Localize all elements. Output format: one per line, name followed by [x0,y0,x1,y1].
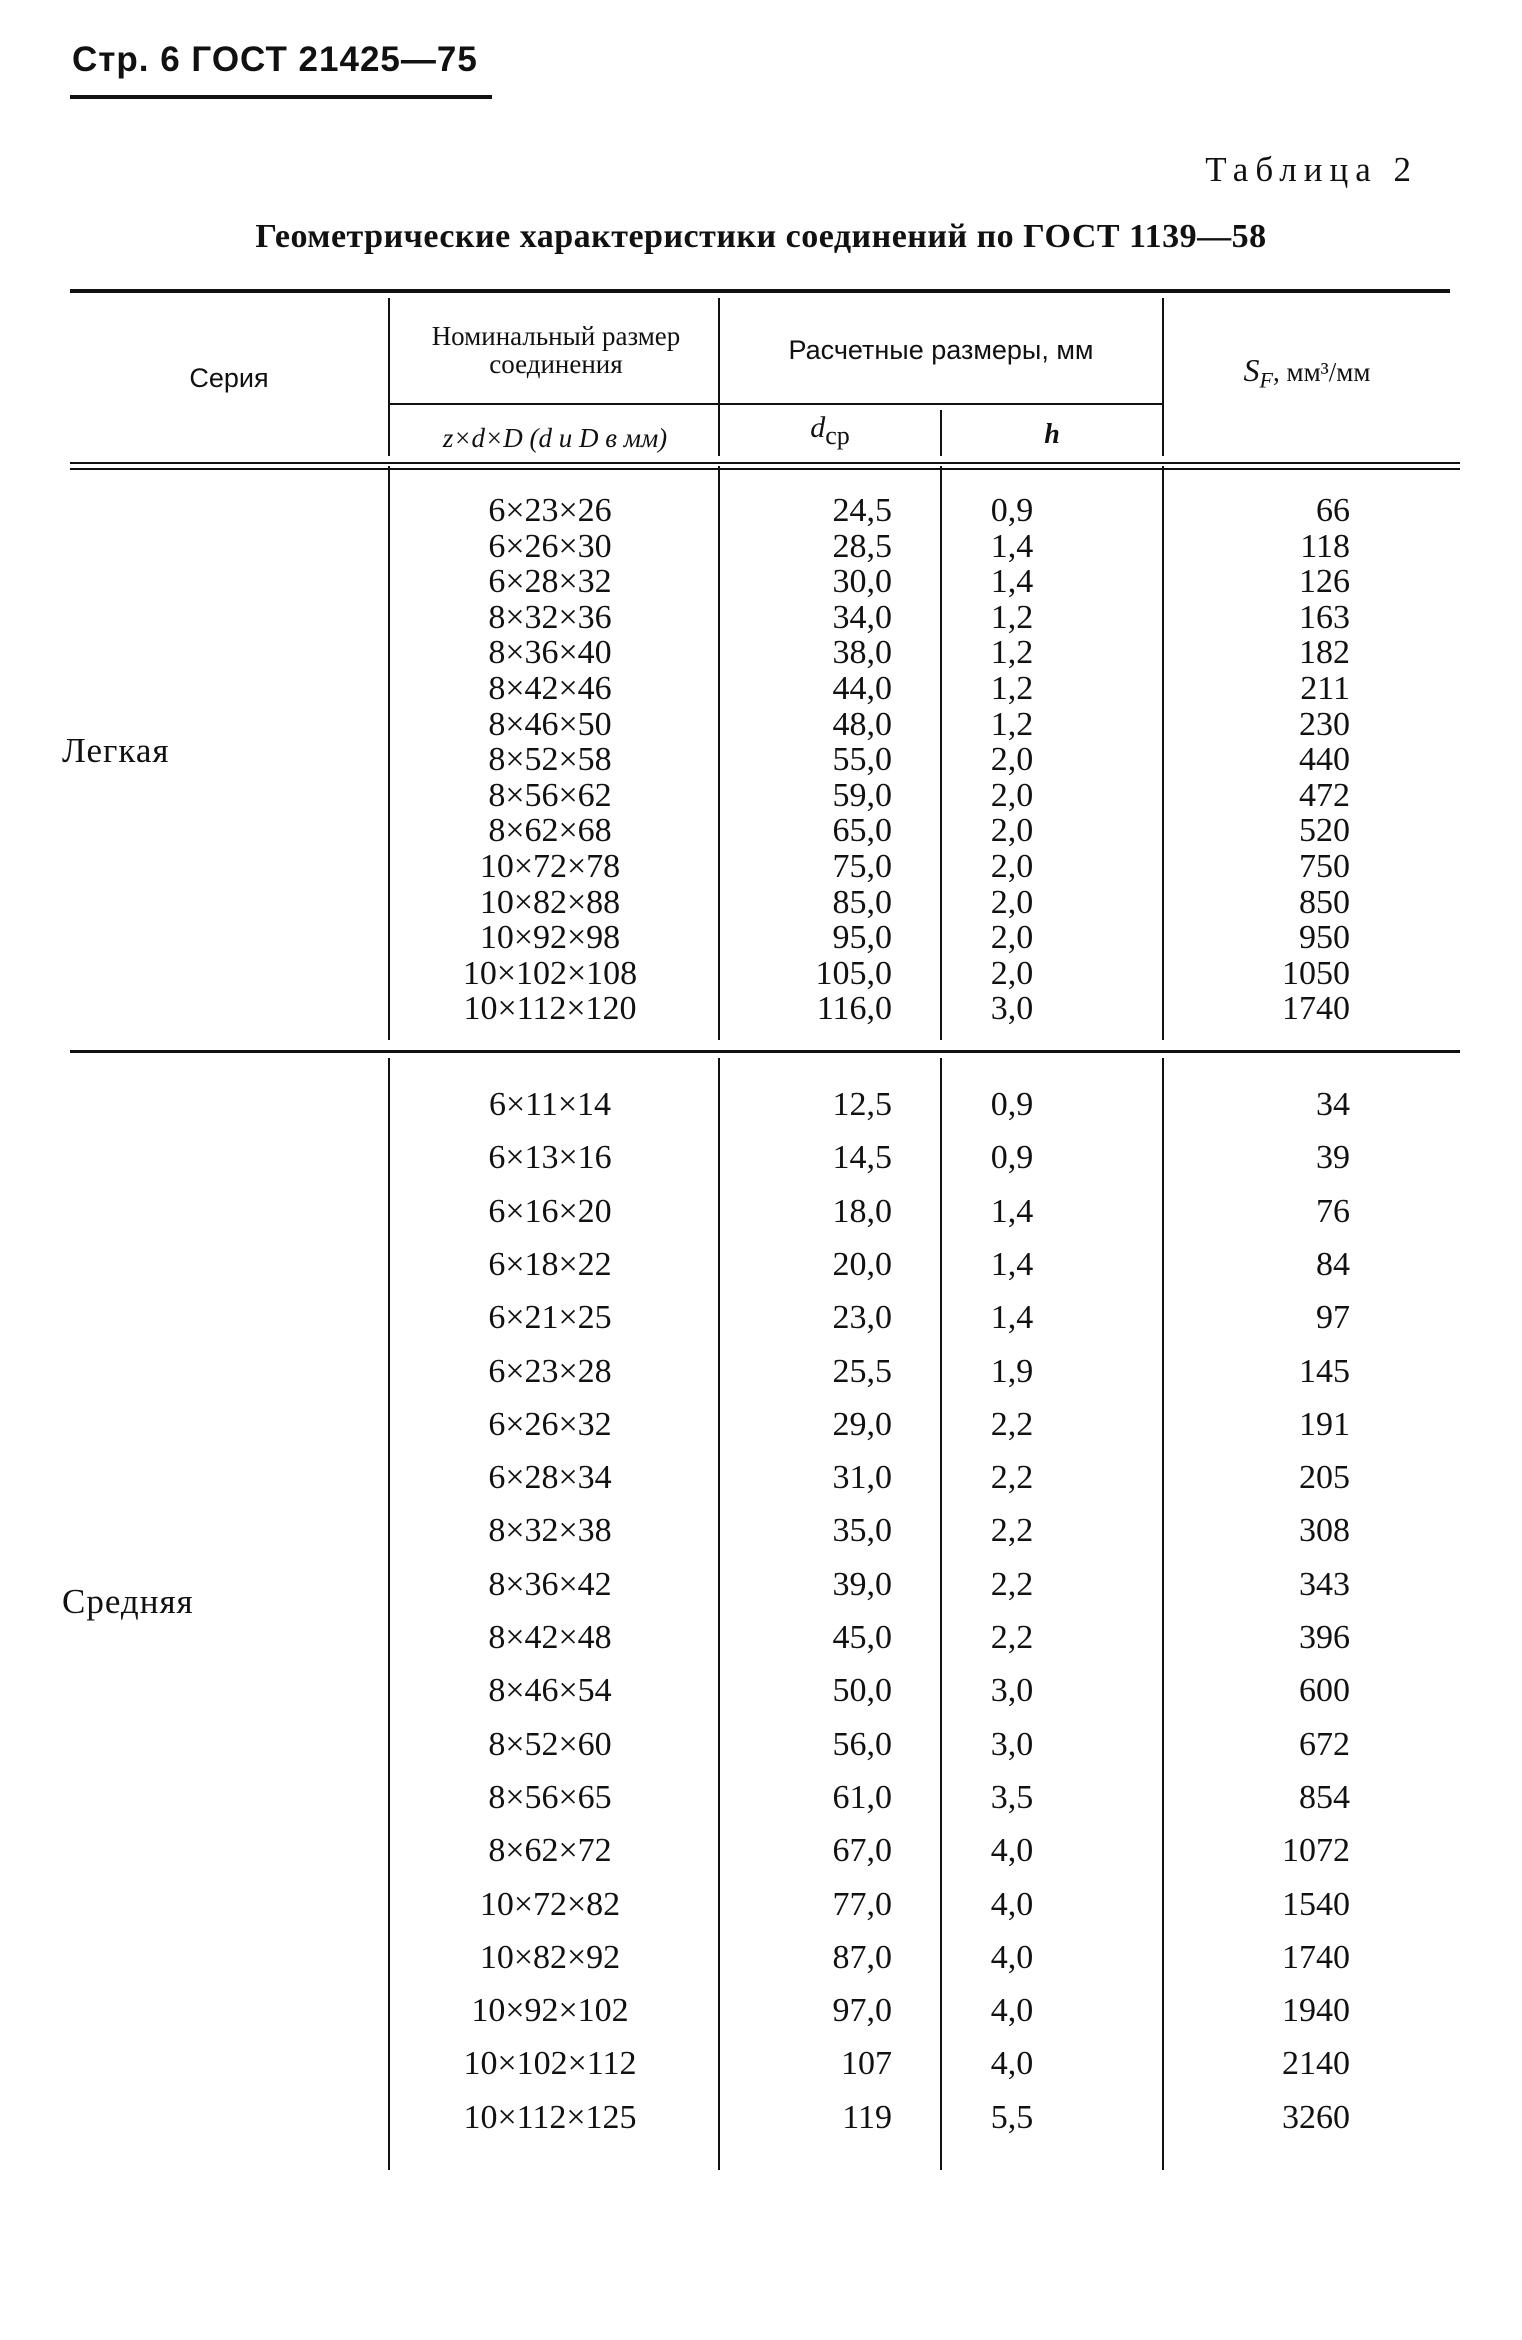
light-vline-4 [1162,466,1164,1040]
cell-sf: 191 [1299,1405,1350,1443]
series-label-medium: Средняя [62,1582,194,1621]
cell-h: 1,4 [990,1245,1034,1283]
cell-sf: 3260 [1282,2098,1350,2136]
cell-size: 6×13×16 [488,1139,612,1177]
cell-size: 6×21×25 [488,1299,612,1337]
cell-h: 1,2 [990,598,1034,636]
cell-h: 4,0 [990,1832,1034,1870]
cell-dcp: 48,0 [832,705,892,743]
cell-h: 1,4 [990,527,1034,565]
cell-sf: 343 [1299,1565,1350,1603]
cell-dcp: 34,0 [832,598,892,636]
cell-dcp: 107 [841,2045,892,2083]
cell-sf: 672 [1299,1725,1350,1763]
cell-dcp: 44,0 [832,670,892,707]
cell-size: 8×56×62 [488,776,612,814]
column-header-h: h [1044,419,1060,450]
cell-dcp: 29,0 [832,1405,892,1443]
cell-size: 10×112×125 [463,2098,637,2136]
cell-h: 4,0 [990,1938,1034,1976]
cell-size: 10×72×82 [479,1885,621,1923]
cell-sf: 472 [1299,776,1350,814]
cell-sf: 854 [1299,1778,1350,1816]
cell-h: 2,0 [990,812,1034,850]
cell-dcp: 59,0 [832,776,892,814]
cell-h: 3,0 [990,1725,1034,1763]
series-label-light: Легкая [62,731,170,770]
medium-vline-4 [1162,1058,1164,2170]
cell-h: 2,0 [990,741,1034,779]
cell-dcp: 23,0 [832,1299,892,1337]
cell-size: 6×23×28 [488,1352,612,1390]
header-bottom-rule-1 [70,462,1460,464]
column-header-calc: Расчетные размеры, мм [788,335,1094,365]
header-rule [70,95,492,99]
cell-sf: 1050 [1282,954,1350,992]
cell-dcp: 87,0 [832,1938,892,1976]
sf-unit: , мм³/мм [1273,357,1371,387]
cell-sf: 396 [1299,1619,1350,1656]
cell-dcp: 45,0 [832,1619,892,1656]
page-header: Стр. 6 ГОСТ 21425—75 [72,40,478,79]
cell-size: 10×82×88 [479,883,621,921]
cell-h: 4,0 [990,2045,1034,2083]
cell-dcp: 38,0 [832,634,892,672]
cell-size: 6×18×22 [488,1245,612,1283]
cell-size: 8×46×50 [488,705,612,743]
cell-sf: 1740 [1282,990,1350,1028]
cell-h: 2,2 [990,1512,1034,1550]
cell-sf: 1940 [1282,1992,1350,2030]
cell-dcp: 50,0 [832,1672,892,1710]
cell-h: 2,2 [990,1405,1034,1443]
cell-sf: 126 [1299,563,1350,601]
cell-sf: 211 [1300,670,1350,707]
cell-sf: 34 [1316,1086,1350,1123]
cell-dcp: 25,5 [832,1352,892,1390]
cell-dcp: 28,5 [832,527,892,565]
cell-size: 8×56×65 [488,1778,612,1816]
cell-h: 3,0 [990,1672,1034,1710]
cell-size: 8×32×38 [488,1512,612,1550]
cell-h: 1,2 [990,670,1034,707]
column-header-nominal-sub: z×d×D (d и D в мм) [442,423,668,453]
cell-sf: 76 [1316,1192,1350,1230]
cell-dcp: 75,0 [832,848,892,885]
cell-h: 5,5 [990,2098,1034,2136]
subheader-rule-nominal [390,403,718,405]
cell-size: 10×112×120 [463,990,637,1028]
dcp-sub: ср [825,421,850,450]
cell-size: 8×46×54 [488,1672,612,1710]
table-title: Геометрические характеристики соединений по ГОСТ 1139—58 [255,218,1267,255]
cell-h: 1,9 [990,1352,1034,1390]
cell-size: 10×92×102 [471,1992,629,2030]
cell-dcp: 77,0 [832,1885,892,1923]
cell-h: 4,0 [990,1992,1034,2030]
cell-dcp: 119 [842,2098,892,2136]
cell-sf: 950 [1299,919,1350,957]
cell-size: 6×16×20 [488,1192,612,1230]
cell-sf: 2140 [1282,2045,1350,2083]
cell-size: 10×82×92 [479,1938,621,1976]
cell-h: 0,9 [990,1086,1034,1123]
cell-dcp: 67,0 [832,1832,892,1870]
cell-size: 6×11×14 [488,1086,612,1123]
cell-sf: 182 [1299,634,1350,672]
cell-size: 6×28×34 [488,1459,612,1497]
cell-h: 1,4 [990,563,1034,601]
cell-dcp: 14,5 [832,1139,892,1177]
cell-dcp: 24,5 [832,492,892,529]
cell-sf: 1072 [1282,1832,1350,1870]
cell-dcp: 30,0 [832,563,892,601]
cell-sf: 600 [1299,1672,1350,1710]
cell-size: 6×26×30 [488,527,612,565]
cell-size: 10×92×98 [479,919,621,957]
cell-sf: 66 [1316,492,1350,529]
cell-sf: 230 [1299,705,1350,743]
cell-h: 4,0 [990,1885,1034,1923]
cell-size: 8×52×58 [488,741,612,779]
cell-sf: 440 [1299,741,1350,779]
dcp-base: d [810,411,826,444]
cell-dcp: 105,0 [815,954,892,992]
cell-h: 2,2 [990,1459,1034,1497]
cell-dcp: 12,5 [832,1086,892,1123]
cell-size: 6×26×32 [488,1405,612,1443]
cell-size: 6×28×32 [488,563,612,601]
cell-h: 2,0 [990,919,1034,957]
cell-size: 6×23×26 [488,492,612,529]
cell-sf: 850 [1299,883,1350,921]
cell-sf: 118 [1300,527,1350,565]
cell-h: 1,4 [990,1299,1034,1337]
cell-size: 8×36×42 [488,1565,612,1603]
cell-size: 8×32×36 [488,598,612,636]
cell-h: 2,2 [990,1619,1034,1656]
cell-size: 10×102×112 [463,2045,637,2083]
cell-size: 10×72×78 [479,848,621,885]
cell-sf: 97 [1316,1299,1350,1337]
subheader-rule-calc [720,403,1162,405]
cell-dcp: 35,0 [832,1512,892,1550]
cell-sf: 39 [1316,1139,1350,1177]
cell-h: 2,2 [990,1565,1034,1603]
cell-sf: 1540 [1282,1885,1350,1923]
cell-size: 10×102×108 [462,954,638,992]
cell-dcp: 61,0 [832,1778,892,1816]
sf-sub: F [1259,367,1273,393]
cell-sf: 163 [1299,598,1350,636]
group-separator-rule [70,1050,1460,1053]
cell-size: 8×36×40 [488,634,612,672]
cell-sf: 145 [1299,1352,1350,1390]
cell-sf: 205 [1299,1459,1350,1497]
sf-base: S [1243,352,1260,388]
cell-dcp: 97,0 [832,1992,892,2030]
cell-size: 8×62×72 [488,1832,612,1870]
cell-sf: 1740 [1282,1938,1350,1976]
cell-sf: 750 [1299,848,1350,885]
header-vline-1 [388,298,390,456]
cell-dcp: 31,0 [832,1459,892,1497]
header-bottom-rule-2 [70,468,1460,470]
cell-h: 3,0 [990,990,1034,1028]
cell-dcp: 85,0 [832,883,892,921]
column-header-nominal: Номинальный размер соединения [431,321,681,380]
cell-h: 0,9 [990,1139,1034,1177]
cell-h: 1,2 [990,634,1034,672]
cell-h: 2,0 [990,954,1034,992]
cell-sf: 520 [1299,812,1350,850]
cell-h: 3,5 [990,1778,1034,1816]
cell-sf: 308 [1299,1512,1350,1550]
cell-h: 1,2 [990,705,1034,743]
cell-dcp: 65,0 [832,812,892,850]
cell-size: 8×42×46 [488,670,612,707]
column-header-sf [1164,354,1450,391]
cell-h: 2,0 [990,776,1034,814]
column-header-series: Серия [189,363,269,393]
cell-dcp: 20,0 [832,1245,892,1283]
cell-dcp: 95,0 [832,919,892,957]
cell-h: 1,4 [990,1192,1034,1230]
cell-sf: 84 [1316,1245,1350,1283]
cell-dcp: 55,0 [832,741,892,779]
cell-h: 0,9 [990,492,1034,529]
light-vline-2 [718,466,720,1040]
cell-h: 2,0 [990,848,1034,885]
cell-size: 8×52×60 [488,1725,612,1763]
table-label: Таблица 2 [1205,150,1418,189]
medium-vline-2 [718,1058,720,2170]
cell-dcp: 39,0 [832,1565,892,1603]
cell-size: 8×42×48 [488,1619,612,1656]
cell-h: 2,0 [990,883,1034,921]
cell-size: 8×62×68 [488,812,612,850]
cell-dcp: 56,0 [832,1725,892,1763]
column-header-dcp [720,412,940,449]
cell-dcp: 116,0 [816,990,892,1028]
table-top-rule [70,289,1450,293]
cell-dcp: 18,0 [832,1192,892,1230]
